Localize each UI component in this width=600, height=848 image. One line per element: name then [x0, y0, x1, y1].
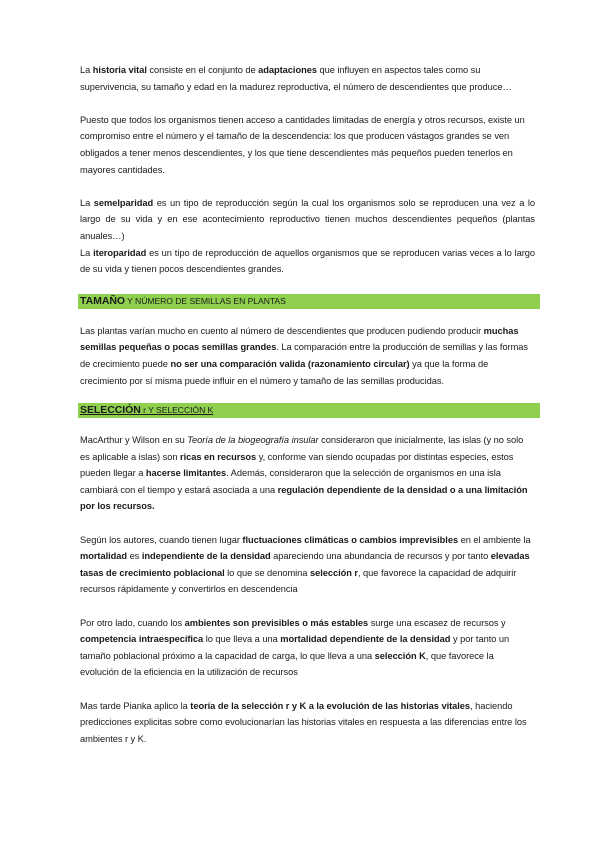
bold-text: selección r: [309, 567, 358, 578]
bold-text: no ser una comparación valida (razonamiento circular): [170, 358, 410, 369]
paragraph-plantas: Las plantas varían mucho en cuento al número de descendientes que producen pudiendo producir muchas semillas pequeñas o pocas semillas grandes. La comparación entre la producción de semillas y las formas de crecimiento puede no ser una comparación valida (razonamiento circular) ya que la forma de crecimiento por sí misma puede influir en el número y tamaño de las semillas producidas.: [80, 325, 529, 386]
bold-text: ambientes son previsibles o más estables: [184, 617, 369, 628]
bold-text: elevadas tasas de crecimiento poblacional: [80, 551, 530, 578]
paragraph-historia-vital: La historia vital consiste en el conjunto de adaptaciones que influyen en aspectos tales como su supervivencia, su tamaño y edad en la madurez reproductiva, el número de descendientes que produce…: [80, 65, 512, 92]
bold-text: historia vital: [92, 65, 147, 75]
bold-text: semelparidad: [93, 197, 154, 208]
heading-rest: r Y SELECCIÓN K: [140, 405, 214, 416]
bold-text: selección K: [374, 650, 426, 661]
bold-text: hacerse limitantes: [145, 468, 227, 479]
paragraph-semelparidad: La semelparidad es un tipo de reproducción según la cual los organismos solo se reproducen una vez a lo largo de su vida y en ese acontecimiento reproductivo tienen muchos descendientes pequeños (plantas anuales…): [80, 197, 535, 241]
bold-text: mortalidad: [80, 551, 128, 562]
bold-text: fluctuaciones climáticas o cambios imprevisibles: [242, 534, 459, 545]
bold-text: iteroparidad: [93, 247, 147, 258]
paragraph-seleccion-r: Según los autores, cuando tienen lugar fluctuaciones climáticas o cambios imprevisibles en el ambiente la mortalidad es independiente de la densidad apareciendo una abundancia de recursos y por tanto elevadas tasas de crecimiento poblacional lo que se denomina selección r, que favorece la capacidad de adquirir recursos rápidamente y convertirlos en descendencia: [80, 534, 531, 595]
bold-text: muchas semillas pequeñas o pocas semillas grandes: [80, 325, 519, 353]
paragraph-macarthur-wilson: MacArthur y Wilson en su Teoría de la biogeografía insular consideraron que inicialmente, las islas (y no solo es aplicable a islas) son ricas en recursos y, conforme van siendo ocupadas por distintas especies, estos pueden llegar a hacerse limitantes. Además, consideraron que la selección de organismos en una isla cambiará con el tiempo y estará asociada a una regulación dependiente de la densidad o a una limitación por los recursos.: [80, 435, 528, 512]
section-heading-semillas: [78, 294, 540, 309]
bold-text: mortalidad dependiente de la densidad: [280, 634, 451, 645]
section-heading-seleccion: [78, 403, 540, 418]
heading-keyword: TAMAÑO: [80, 294, 125, 307]
paragraph-seleccion-k: Por otro lado, cuando los ambientes son previsibles o más estables surge una escasez de recursos y competencia intraespecífica lo que lleva a una mortalidad dependiente de la densidad y por tanto un tamaño poblacional próximo a la capacidad de carga, lo que lleva a una selección K, que favorece la evolución de la eficiencia en la utilización de recursos: [80, 617, 510, 678]
paragraph-pianka: Mas tarde Pianka aplico la teoría de la selección r y K a la evolución de las historias vitales, haciendo predicciones explicitas sobre como evolucionarían las historias vitales en respuesta a las diferencias entre los ambientes r y K.: [80, 700, 527, 744]
document-body: [80, 62, 535, 747]
bold-text: independiente de la densidad: [141, 551, 271, 562]
bold-text: ricas en recursos: [180, 451, 257, 462]
bold-text: competencia intraespecífica: [80, 634, 204, 645]
heading-rest: Y NÚMERO DE SEMILLAS EN PLANTAS: [125, 295, 286, 306]
bold-text: teoría de la selección r y K a la evolución de las historias vitales: [190, 700, 471, 711]
bold-text: adaptaciones: [258, 65, 317, 75]
paragraph-compromiso: Puesto que todos los organismos tienen acceso a cantidades limitadas de energía y otros recursos, existe un compromiso entre el número y el tamaño de la descendencia: los que producen vástagos grandes se ven obligados a tener menos descendientes, y los que tiene descendientes más pequeños pueden tenerlos en mayores cantidades.: [80, 114, 525, 175]
italic-text: Teoría de la biogeografía insular: [187, 435, 319, 446]
bold-text: regulación dependiente de la densidad o a una limitación por los recursos.: [80, 484, 528, 512]
paragraph-iteroparidad: La iteroparidad es un tipo de reproducción de aquellos organismos que se reproducen varias veces a lo largo de su vida y tienen pocos descendientes grandes.: [80, 247, 535, 275]
heading-keyword: SELECCIÓN: [80, 404, 141, 417]
